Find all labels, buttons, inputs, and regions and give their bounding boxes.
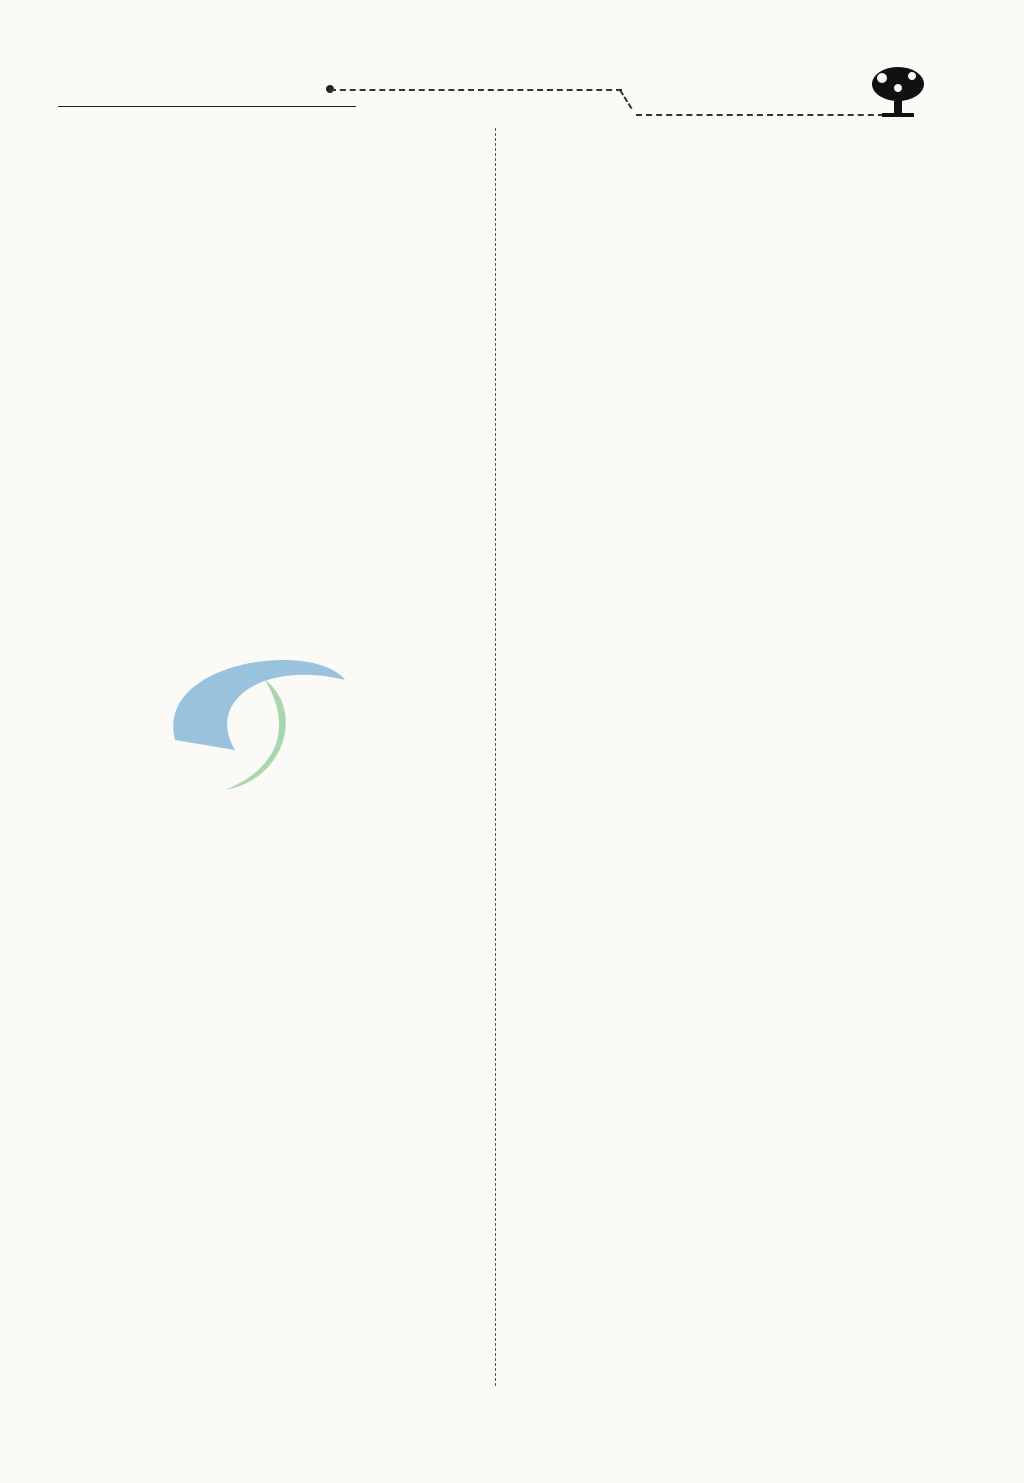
- dialogue-line: [58, 151, 478, 176]
- dialogue-line: [58, 201, 478, 226]
- dialogue-12: [58, 126, 478, 226]
- column-divider: [495, 128, 496, 1386]
- tree-icon: [868, 64, 928, 120]
- dialogue-line: [58, 176, 478, 201]
- header-dashed-rule-right: [636, 114, 894, 116]
- left-column: [58, 126, 478, 232]
- watermark-logo: [115, 620, 895, 840]
- dialogue-line: [58, 126, 478, 151]
- header-dashed-rule: [330, 89, 622, 91]
- header-rule-left: [58, 106, 356, 107]
- header-dashed-slant: [619, 89, 632, 109]
- right-column: [508, 126, 938, 136]
